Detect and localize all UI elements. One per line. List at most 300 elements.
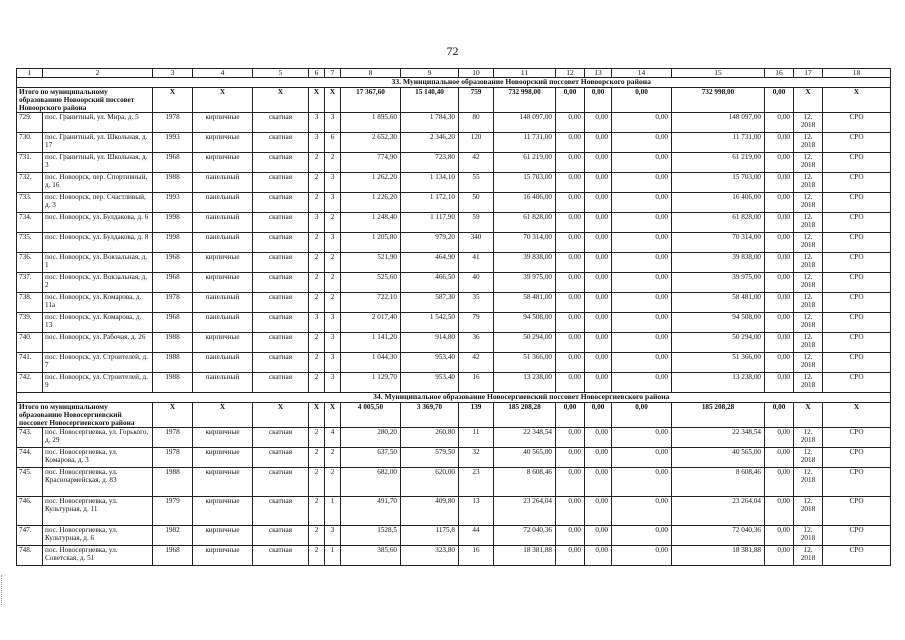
table-cell: 0,00: [556, 293, 585, 313]
table-cell: кирпичные: [193, 448, 253, 468]
table-cell: 1 141,20: [341, 333, 401, 353]
table-cell: 0,00: [765, 293, 794, 313]
table-cell: 0,00: [585, 153, 612, 173]
total-cell: 0,00: [612, 402, 672, 428]
table-cell: 40 565,00: [494, 448, 556, 468]
table-cell: 23 264,04: [494, 497, 556, 526]
table-cell: кирпичные: [193, 428, 253, 448]
address-cell: пос. Новоорск, ул. Строителей, д. 9: [43, 373, 153, 393]
table-cell: скатная: [253, 133, 309, 153]
table-cell: скатная: [253, 233, 309, 253]
table-cell: 0,00: [556, 273, 585, 293]
table-cell: 12. 2018: [794, 546, 823, 566]
table-cell: панельный: [193, 313, 253, 333]
table-cell: 2: [309, 293, 325, 313]
table-cell: 0,00: [765, 468, 794, 497]
table-cell: 1988: [153, 333, 193, 353]
table-cell: 464,90: [401, 253, 459, 273]
table-cell: 51 366,00: [672, 353, 765, 373]
table-cell: 0,00: [585, 213, 612, 233]
table-cell: 2: [309, 373, 325, 393]
table-cell: 72 040,36: [672, 526, 765, 546]
table-cell: 11 731,00: [672, 133, 765, 153]
table-cell: 0,00: [556, 546, 585, 566]
table-cell: 1993: [153, 193, 193, 213]
table-cell: 1 129,70: [341, 373, 401, 393]
table-cell: 1998: [153, 233, 193, 253]
table-cell: скатная: [253, 253, 309, 273]
address-cell: пос. Новосергиевка, ул. Комарова, д. 3: [43, 448, 153, 468]
table-cell: кирпичные: [193, 468, 253, 497]
table-cell: 3: [309, 313, 325, 333]
table-cell: 774,90: [341, 153, 401, 173]
table-cell: 1998: [153, 213, 193, 233]
table-cell: 13: [459, 497, 494, 526]
table-cell: 3: [309, 133, 325, 153]
table-cell: 58 481,00: [494, 293, 556, 313]
table-cell: СРО: [823, 193, 891, 213]
table-cell: СРО: [823, 293, 891, 313]
table-cell: 3: [325, 233, 341, 253]
total-cell: 4 005,50: [341, 402, 401, 428]
row-number: 745.: [17, 468, 43, 497]
table-cell: 0,00: [612, 293, 672, 313]
housing-register-table: [16, 68, 891, 566]
table-cell: скатная: [253, 468, 309, 497]
table-cell: 12. 2018: [794, 153, 823, 173]
table-cell: 94 508,00: [494, 313, 556, 333]
table-cell: 1 205,80: [341, 233, 401, 253]
table-cell: 15 703,00: [672, 173, 765, 193]
table-row: [17, 113, 891, 133]
table-cell: 0,00: [612, 546, 672, 566]
total-cell: X: [794, 87, 823, 113]
table-cell: 61 219,00: [672, 153, 765, 173]
table-cell: кирпичные: [193, 273, 253, 293]
table-cell: СРО: [823, 273, 891, 293]
table-cell: панельный: [193, 293, 253, 313]
total-cell: 0,00: [585, 87, 612, 113]
row-number: 748.: [17, 546, 43, 566]
table-cell: кирпичные: [193, 153, 253, 173]
table-cell: 2: [325, 293, 341, 313]
table-cell: 1: [325, 497, 341, 526]
table-cell: 1978: [153, 293, 193, 313]
table-cell: скатная: [253, 546, 309, 566]
table-cell: 6: [325, 133, 341, 153]
table-cell: 979,20: [401, 233, 459, 253]
table-cell: 50 294,00: [494, 333, 556, 353]
table-cell: 120: [459, 133, 494, 153]
table-cell: 2 652,30: [341, 133, 401, 153]
total-cell: 3 369,70: [401, 402, 459, 428]
table-cell: 0,00: [765, 373, 794, 393]
table-cell: 12. 2018: [794, 213, 823, 233]
column-number-cell: 1: [17, 69, 43, 78]
table-cell: 8 608,46: [672, 468, 765, 497]
table-row: [17, 353, 891, 373]
table-cell: 0,00: [556, 173, 585, 193]
total-cell: X: [823, 402, 891, 428]
address-cell: пос. Новоорск, пер. Счастливый, д. 3: [43, 193, 153, 213]
table-cell: 1988: [153, 468, 193, 497]
table-cell: 0,00: [556, 333, 585, 353]
table-cell: 50: [459, 193, 494, 213]
column-number-cell: 17: [794, 69, 823, 78]
table-cell: 18 381,88: [672, 546, 765, 566]
table-cell: 2: [309, 273, 325, 293]
total-cell: X: [253, 87, 309, 113]
table-cell: 12. 2018: [794, 448, 823, 468]
table-cell: 0,00: [556, 213, 585, 233]
table-cell: 32: [459, 448, 494, 468]
row-number: 740.: [17, 333, 43, 353]
table-cell: 0,00: [556, 133, 585, 153]
table-cell: 0,00: [612, 133, 672, 153]
table-cell: 55: [459, 173, 494, 193]
table-cell: панельный: [193, 213, 253, 233]
table-cell: 0,00: [765, 153, 794, 173]
table-cell: СРО: [823, 213, 891, 233]
table-cell: 0,00: [556, 428, 585, 448]
table-cell: 1968: [153, 546, 193, 566]
table-cell: 50 294,00: [672, 333, 765, 353]
table-cell: 12. 2018: [794, 353, 823, 373]
column-number-cell: 18: [823, 69, 891, 78]
table-cell: 2: [309, 153, 325, 173]
table-row: [17, 526, 891, 546]
table-cell: 0,00: [585, 546, 612, 566]
table-cell: 35: [459, 293, 494, 313]
table-cell: 0,00: [612, 273, 672, 293]
table-row: [17, 253, 891, 273]
table-cell: 0,00: [765, 526, 794, 546]
page-number: 72: [446, 44, 459, 58]
total-cell: 185 208,28: [672, 402, 765, 428]
table-cell: 260,80: [401, 428, 459, 448]
table-cell: 0,00: [585, 468, 612, 497]
table-cell: 2: [309, 497, 325, 526]
table-cell: 620,00: [401, 468, 459, 497]
table-cell: кирпичные: [193, 133, 253, 153]
table-cell: скатная: [253, 428, 309, 448]
table-cell: 0,00: [585, 333, 612, 353]
table-cell: 12. 2018: [794, 193, 823, 213]
table-cell: 1528,5: [341, 526, 401, 546]
row-number: 735.: [17, 233, 43, 253]
table-cell: скатная: [253, 373, 309, 393]
table-cell: 2: [309, 448, 325, 468]
row-number: 731.: [17, 153, 43, 173]
table-cell: 0,00: [585, 293, 612, 313]
table-cell: 0,00: [612, 526, 672, 546]
address-cell: пос. Гранитный, ул. Школьная, д. 17: [43, 133, 153, 153]
table-cell: СРО: [823, 468, 891, 497]
table-cell: 0,00: [612, 468, 672, 497]
table-cell: 61 828,00: [494, 213, 556, 233]
table-cell: 1988: [153, 373, 193, 393]
address-cell: пос. Гранитный, ул. Мира, д. 5: [43, 113, 153, 133]
address-cell: пос. Новоорск, ул. Булдакова, д. 6: [43, 213, 153, 233]
table-cell: 0,00: [612, 253, 672, 273]
address-cell: пос. Новоорск, ул. Комарова, д. 11а: [43, 293, 153, 313]
total-cell: X: [309, 87, 325, 113]
table-cell: 0,00: [585, 193, 612, 213]
table-cell: 0,00: [556, 497, 585, 526]
table-cell: 637,50: [341, 448, 401, 468]
table-cell: 0,00: [612, 193, 672, 213]
table-cell: 39 975,00: [672, 273, 765, 293]
table-cell: 1: [325, 546, 341, 566]
table-cell: 0,00: [585, 273, 612, 293]
table-cell: 2: [325, 253, 341, 273]
table-cell: 914,80: [401, 333, 459, 353]
column-number-cell: 8: [341, 69, 401, 78]
table-row: [17, 313, 891, 333]
table-cell: 0,00: [556, 113, 585, 133]
row-number: 733.: [17, 193, 43, 213]
table-cell: 12. 2018: [794, 428, 823, 448]
table-cell: 0,00: [585, 373, 612, 393]
address-cell: пос. Новосергиевка, ул. Культурная, д. 11: [43, 497, 153, 526]
table-cell: 2: [309, 353, 325, 373]
table-cell: СРО: [823, 448, 891, 468]
table-cell: СРО: [823, 333, 891, 353]
table-cell: 0,00: [612, 353, 672, 373]
table-cell: 0,00: [585, 428, 612, 448]
row-number: 742.: [17, 373, 43, 393]
table-cell: 12. 2018: [794, 333, 823, 353]
table-cell: 1 134,10: [401, 173, 459, 193]
table-cell: 23 264,04: [672, 497, 765, 526]
table-cell: 0,00: [585, 497, 612, 526]
table-cell: 39 838,00: [672, 253, 765, 273]
table-cell: 1175,8: [401, 526, 459, 546]
table-cell: 11 731,00: [494, 133, 556, 153]
total-cell: 732 998,00: [494, 87, 556, 113]
table-cell: 1 248,40: [341, 213, 401, 233]
table-cell: 1988: [153, 353, 193, 373]
total-cell: X: [309, 402, 325, 428]
table-cell: 3: [325, 193, 341, 213]
row-number: 736.: [17, 253, 43, 273]
table-cell: 12. 2018: [794, 113, 823, 133]
table-cell: 1968: [153, 313, 193, 333]
table-cell: 2: [325, 273, 341, 293]
table-cell: 148 097,00: [672, 113, 765, 133]
address-cell: пос. Новоорск, ул. Булдакова, д. 8: [43, 233, 153, 253]
table-cell: 0,00: [612, 233, 672, 253]
table-cell: 16 406,00: [494, 193, 556, 213]
column-number-cell: 15: [672, 69, 765, 78]
total-cell: X: [325, 402, 341, 428]
table-cell: 70 314,00: [672, 233, 765, 253]
table-cell: скатная: [253, 113, 309, 133]
table-cell: 0,00: [765, 546, 794, 566]
table-cell: 0,00: [612, 448, 672, 468]
row-number: 729.: [17, 113, 43, 133]
table-cell: 12. 2018: [794, 468, 823, 497]
table-cell: 59: [459, 213, 494, 233]
address-cell: пос. Новосергиевка, ул. Советская, д. 51: [43, 546, 153, 566]
table-cell: 0,00: [585, 133, 612, 153]
table-cell: 51 366,00: [494, 353, 556, 373]
table-cell: 1968: [153, 153, 193, 173]
table-cell: 0,00: [765, 497, 794, 526]
total-cell: 759: [459, 87, 494, 113]
table-cell: СРО: [823, 153, 891, 173]
table-cell: 1978: [153, 448, 193, 468]
table-cell: 2: [309, 546, 325, 566]
table-row: [17, 193, 891, 213]
table-cell: 1968: [153, 253, 193, 273]
table-row: [17, 428, 891, 448]
table-cell: 0,00: [556, 353, 585, 373]
table-cell: 44: [459, 526, 494, 546]
table-cell: 12. 2018: [794, 497, 823, 526]
table-cell: 491,70: [341, 497, 401, 526]
table-row: [17, 153, 891, 173]
section-title-spacer: [17, 78, 153, 88]
table-cell: 0,00: [556, 153, 585, 173]
table-cell: 1 172,10: [401, 193, 459, 213]
address-cell: пос. Новоорск, ул. Вокзальная, д. 1: [43, 253, 153, 273]
table-cell: 0,00: [585, 526, 612, 546]
section-total-label: Итого по муниципальному образованию Новоорский поссовет Новоорского района: [17, 87, 153, 113]
table-cell: скатная: [253, 293, 309, 313]
table-cell: 41: [459, 253, 494, 273]
row-number: 746.: [17, 497, 43, 526]
row-number: 744.: [17, 448, 43, 468]
scan-edge-mark: [1, 575, 4, 605]
table-cell: панельный: [193, 373, 253, 393]
table-row: [17, 497, 891, 526]
column-number-cell: 5: [253, 69, 309, 78]
address-cell: пос. Новосергиевка, ул. Красноармейская, д. 83: [43, 468, 153, 497]
column-number-cell: 11: [494, 69, 556, 78]
table-cell: 2: [309, 253, 325, 273]
table-cell: 0,00: [585, 173, 612, 193]
table-cell: 1 262,20: [341, 173, 401, 193]
total-cell: X: [153, 87, 193, 113]
table-cell: 385,60: [341, 546, 401, 566]
table-cell: скатная: [253, 333, 309, 353]
total-cell: X: [193, 402, 253, 428]
table-cell: 579,50: [401, 448, 459, 468]
table-cell: 16: [459, 546, 494, 566]
table-cell: 2 017,40: [341, 313, 401, 333]
table-cell: СРО: [823, 113, 891, 133]
table-cell: СРО: [823, 546, 891, 566]
table-cell: 3: [325, 313, 341, 333]
table-cell: кирпичные: [193, 253, 253, 273]
table-cell: скатная: [253, 153, 309, 173]
table-cell: 39 838,00: [494, 253, 556, 273]
table-cell: 58 481,00: [672, 293, 765, 313]
table-cell: 0,00: [612, 428, 672, 448]
table-cell: 2: [309, 333, 325, 353]
column-number-cell: 13: [585, 69, 612, 78]
table-cell: 72 040,36: [494, 526, 556, 546]
table-cell: 0,00: [585, 353, 612, 373]
section-title: 34. Муниципальное образование Новосергиевский поссовет Новосергиевского района: [153, 393, 891, 403]
table-cell: 340: [459, 233, 494, 253]
total-cell: 0,00: [556, 402, 585, 428]
table-cell: 0,00: [612, 173, 672, 193]
address-cell: пос. Новоорск, ул. Строителей, д. 7: [43, 353, 153, 373]
row-number: 730.: [17, 133, 43, 153]
table-cell: 0,00: [765, 273, 794, 293]
column-number-cell: 9: [401, 69, 459, 78]
table-cell: 42: [459, 353, 494, 373]
table-row: [17, 333, 891, 353]
table-cell: 36: [459, 333, 494, 353]
table-cell: кирпичные: [193, 526, 253, 546]
table-cell: 94 508,00: [672, 313, 765, 333]
table-cell: 42: [459, 153, 494, 173]
table-row: [17, 373, 891, 393]
address-cell: пос. Новоорск, ул. Вокзальная, д. 2: [43, 273, 153, 293]
address-cell: пос. Новосергиевка, ул. Горького, д. 29: [43, 428, 153, 448]
total-cell: 15 140,40: [401, 87, 459, 113]
table-cell: СРО: [823, 353, 891, 373]
column-number-cell: 4: [193, 69, 253, 78]
address-cell: пос. Новоорск, пер. Спортивный, д. 16: [43, 173, 153, 193]
table-cell: 12. 2018: [794, 253, 823, 273]
table-cell: 2: [325, 213, 341, 233]
table-cell: 0,00: [612, 497, 672, 526]
section-title-row: [17, 78, 891, 88]
total-cell: X: [794, 402, 823, 428]
address-cell: пос. Новосергиевка, ул. Культурная, д. 6: [43, 526, 153, 546]
table-cell: 1968: [153, 273, 193, 293]
column-number-cell: 16: [765, 69, 794, 78]
table-cell: СРО: [823, 233, 891, 253]
total-cell: X: [153, 402, 193, 428]
address-cell: пос. Новоорск, ул. Рабочая, д. 26: [43, 333, 153, 353]
row-number: 739.: [17, 313, 43, 333]
table-cell: 0,00: [765, 353, 794, 373]
column-number-cell: 2: [43, 69, 153, 78]
table-cell: СРО: [823, 133, 891, 153]
table-cell: 12. 2018: [794, 313, 823, 333]
table-cell: 1982: [153, 526, 193, 546]
table-row: [17, 448, 891, 468]
table-cell: скатная: [253, 448, 309, 468]
table-cell: 8 608,46: [494, 468, 556, 497]
table-cell: 1 895,60: [341, 113, 401, 133]
table-cell: 323,80: [401, 546, 459, 566]
table-cell: 12. 2018: [794, 173, 823, 193]
total-cell: 0,00: [585, 402, 612, 428]
table-cell: 3: [325, 373, 341, 393]
table-cell: 0,00: [765, 253, 794, 273]
table-row: [17, 273, 891, 293]
table-cell: 3: [325, 173, 341, 193]
row-number: 738.: [17, 293, 43, 313]
table-cell: скатная: [253, 213, 309, 233]
table-cell: 79: [459, 313, 494, 333]
table-cell: СРО: [823, 373, 891, 393]
table-cell: 3: [309, 213, 325, 233]
table-cell: 0,00: [612, 333, 672, 353]
table-cell: 953,40: [401, 373, 459, 393]
total-cell: X: [823, 87, 891, 113]
column-number-cell: 3: [153, 69, 193, 78]
table-cell: 2: [309, 193, 325, 213]
section-total-row: [17, 402, 891, 428]
total-cell: 0,00: [612, 87, 672, 113]
